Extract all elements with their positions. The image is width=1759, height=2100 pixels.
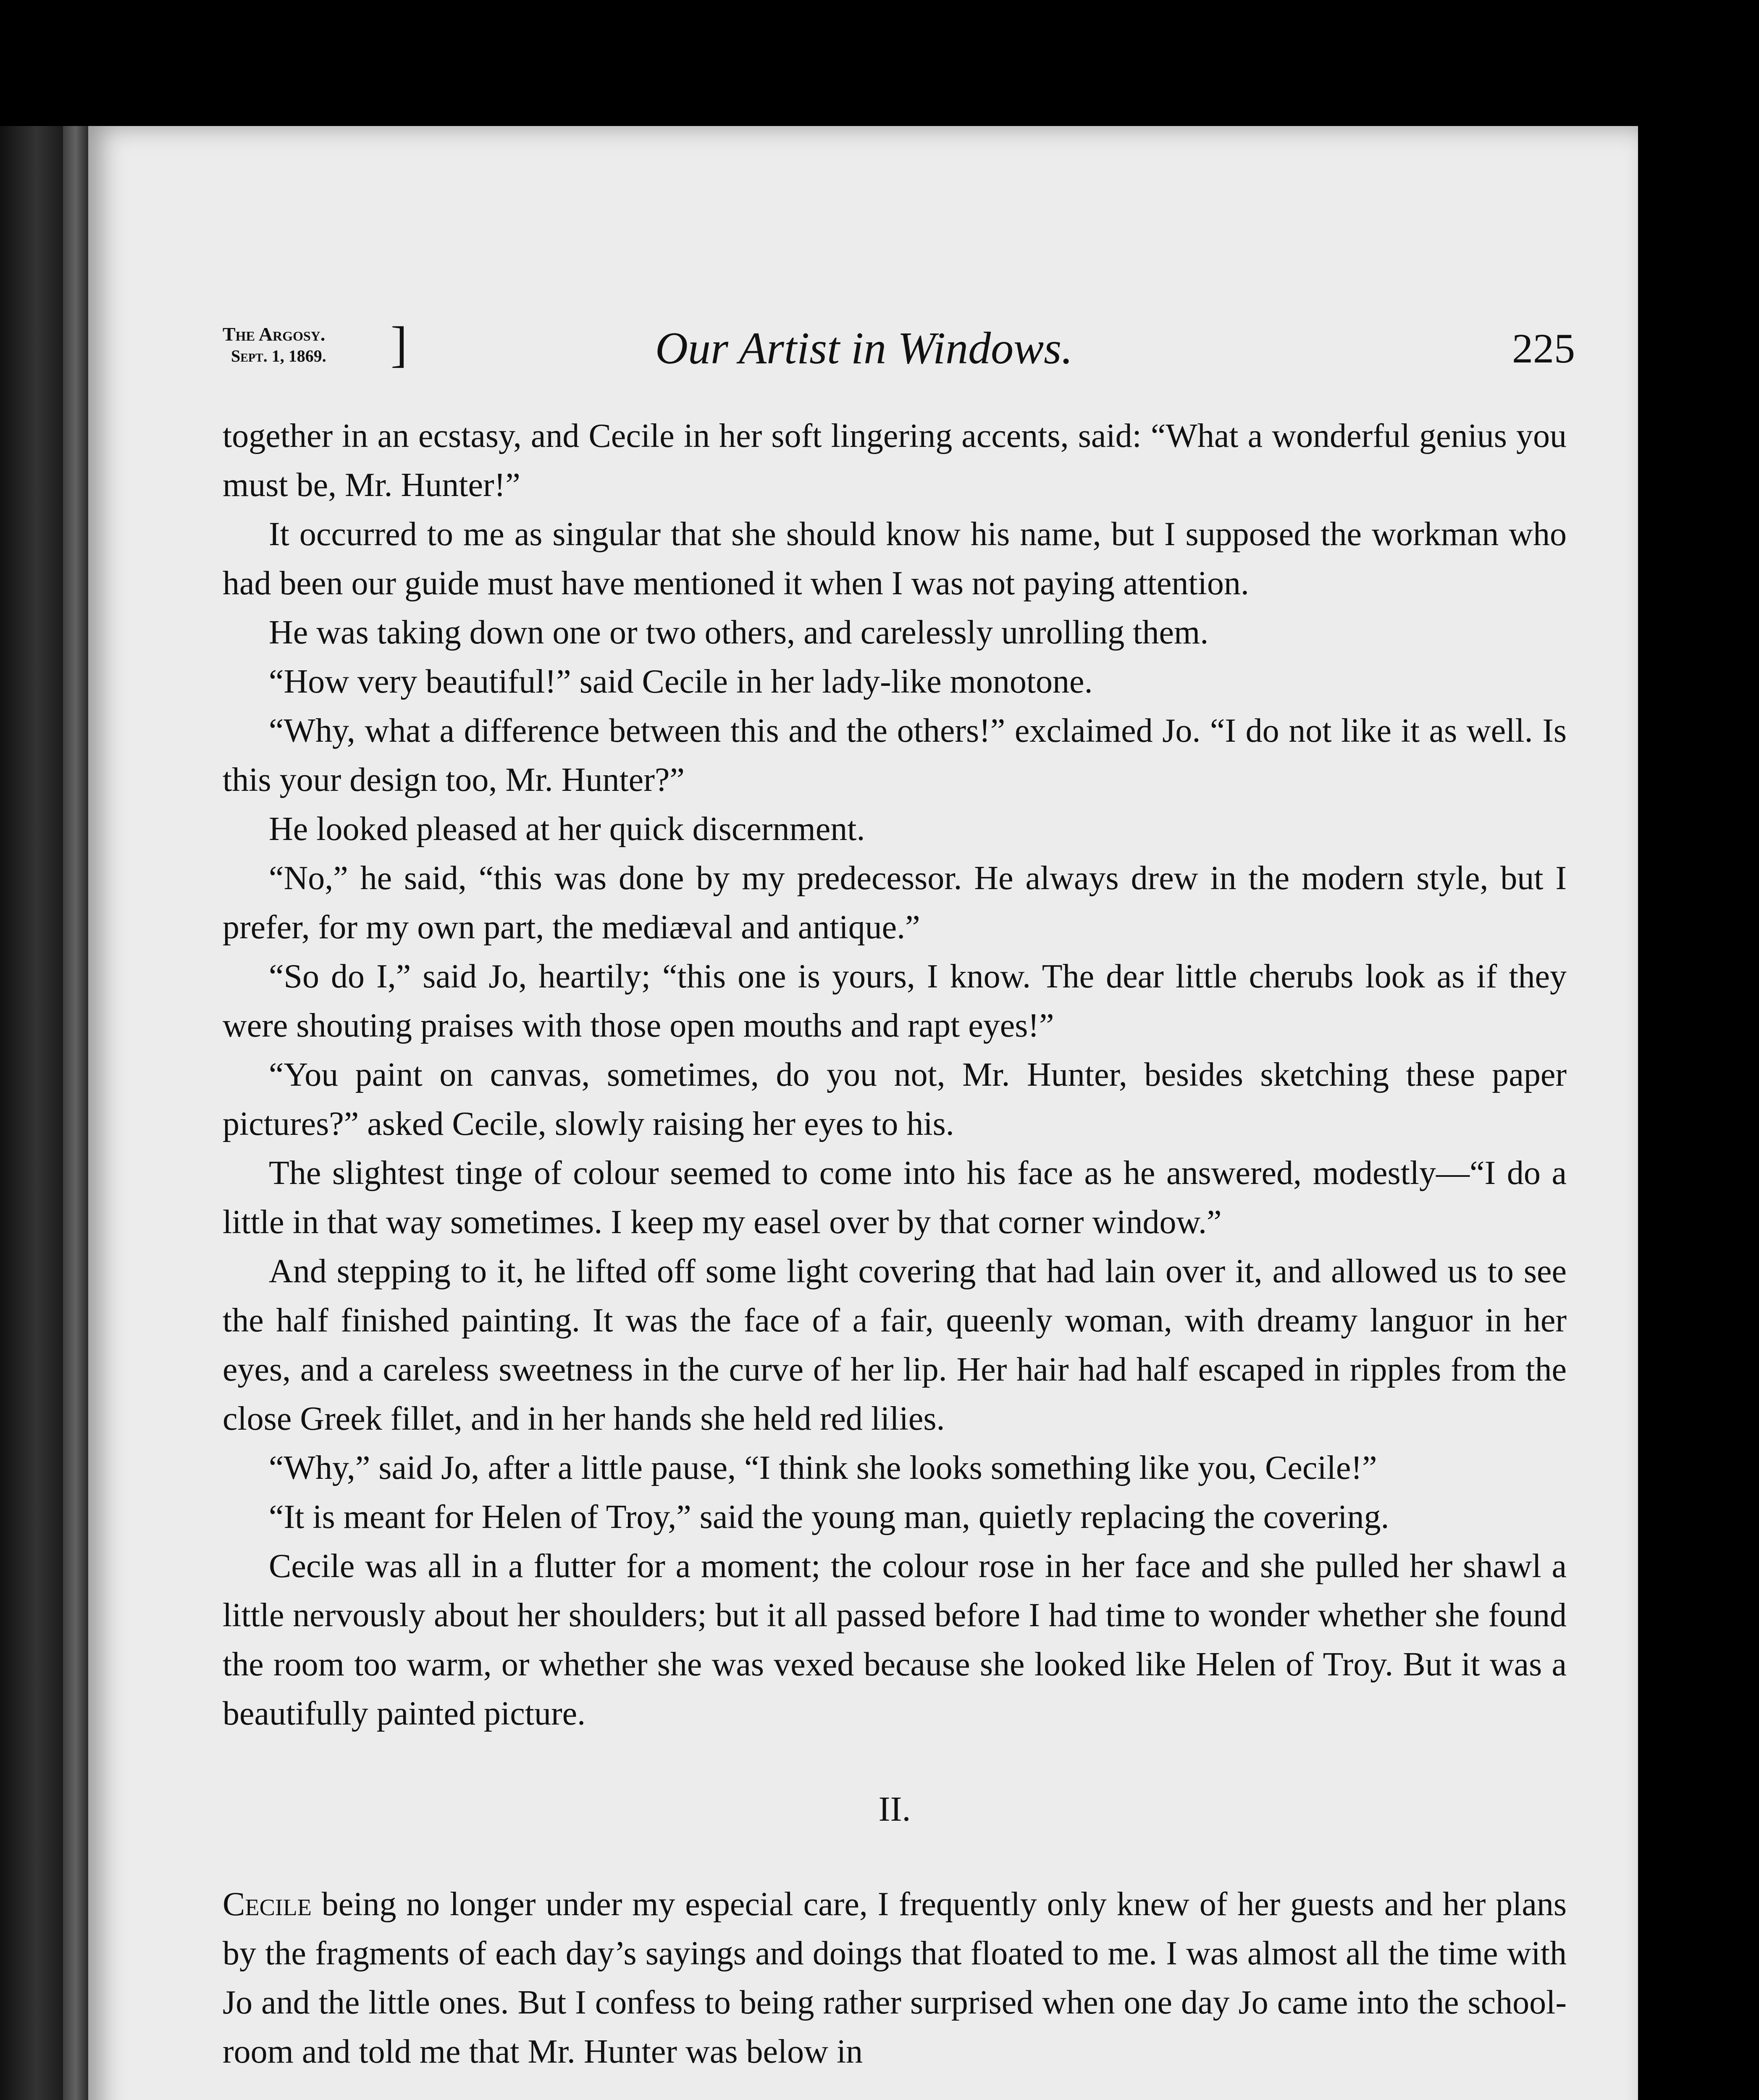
paragraph: Cecile was all in a flutter for a moment; the colour rose in her face and she pulled her shawl a little nervously about her shoulders; but it all passed before I had time to wonder whether she found the room too warm, or whether she was vexed because she looked like Helen of Troy. But it was a beautifully painted picture. xyxy=(223,1548,1567,1732)
body-text xyxy=(223,412,1567,2076)
paragraph: “So do I,” said Jo, heartily; “this one is yours, I know. The dear little cherubs look as if they were shouting praises with those open mouths and rapt eyes!” xyxy=(223,958,1567,1044)
article-title: Our Artist in Windows. xyxy=(655,323,1073,373)
publication-info xyxy=(223,323,326,367)
paragraph: The slightest tinge of colour seemed to come into his face as he answered, modestly—“I do a little in that way sometimes. I keep my easel over by that corner window.” xyxy=(223,1155,1567,1241)
paragraph: “It is meant for Helen of Troy,” said the young man, quietly replacing the covering. xyxy=(269,1499,1389,1536)
paragraph: together in an ecstasy, and Cecile in her soft lingering accents, said: “What a wonderful genius you must be, Mr. Hunter!” xyxy=(223,417,1567,504)
publication-name: The Argosy. xyxy=(223,323,326,345)
section-paragraph xyxy=(223,1880,1567,2076)
page-number: 225 xyxy=(1512,325,1575,372)
paragraph: He looked pleased at her quick discernment. xyxy=(269,811,865,848)
book-page xyxy=(88,126,1638,2100)
section-paragraph-text: being no longer under my especial care, I frequently only knew of her guests and her plans by the fragments of each day’s sayings and doings that floated to me. I was almost all the time with Jo and the little ones. But I confess to being rather surprised when one day Jo came into the school-room and told me that Mr. Hunter was below in xyxy=(223,1886,1567,2070)
header-bracket: ] xyxy=(391,316,407,372)
paragraph: “How very beautiful!” said Cecile in her lady-like monotone. xyxy=(269,663,1093,700)
paragraph: “Why, what a difference between this and the others!” exclaimed Jo. “I do not like it as well. Is this your design too, Mr. Hunter?” xyxy=(223,712,1567,798)
section-first-word: Cecile xyxy=(223,1886,312,1923)
section-heading: II. xyxy=(878,1790,911,1829)
paragraph: He was taking down one or two others, and carelessly unrolling them. xyxy=(269,614,1209,651)
running-header xyxy=(223,316,1575,407)
paragraph: “Why,” said Jo, after a little pause, “I think she looks something like you, Cecile!” xyxy=(269,1449,1377,1486)
paragraph: It occurred to me as singular that she should know his name, but I supposed the workman who had been our guide must have mentioned it when I was not paying attention. xyxy=(223,516,1567,602)
paragraph: “No,” he said, “this was done by my predecessor. He always drew in the modern style, but I prefer, for my own part, the mediæval and antique.” xyxy=(223,860,1567,946)
publication-date: Sept. 1, 1869. xyxy=(231,346,326,365)
paragraph: “You paint on canvas, sometimes, do you not, Mr. Hunter, besides sketching these paper pictures?” asked Cecile, slowly raising her eyes to his. xyxy=(223,1056,1567,1142)
opposite-page-edge xyxy=(63,126,88,2100)
paragraph: And stepping to it, he lifted off some light covering that had lain over it, and allowed us to see the half finished painting. It was the face of a fair, queenly woman, with dreamy languor in her eyes, and a careless sweetness in the curve of her lip. Her hair had half escaped in ripples from the close Greek fillet, and in her hands she held red lilies. xyxy=(223,1253,1567,1437)
